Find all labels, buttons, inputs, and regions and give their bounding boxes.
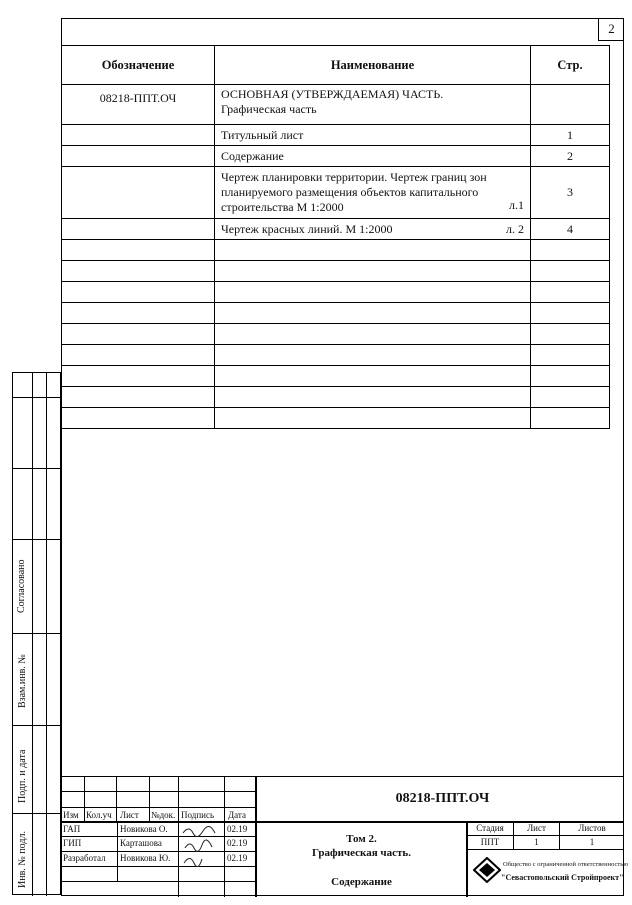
- role-gap: ГАП: [63, 824, 81, 834]
- role-gip: ГИП: [63, 838, 82, 848]
- header-name: Наименование: [215, 46, 531, 85]
- empty-row: [62, 303, 610, 324]
- role-developer: Разработал: [63, 853, 106, 863]
- col-date: Дата: [228, 810, 246, 820]
- signature-scribbles: [181, 823, 223, 867]
- name-gap: Новикова О.: [120, 824, 168, 834]
- empty-row: [62, 324, 610, 345]
- empty-row: [62, 408, 610, 429]
- date-gip: 02.19: [227, 838, 248, 848]
- empty-row: [62, 261, 610, 282]
- row-page: 3: [531, 167, 610, 219]
- sheet-header: Лист: [527, 823, 546, 833]
- empty-row: [62, 240, 610, 261]
- row-code: 08218-ППТ.ОЧ: [62, 85, 215, 125]
- col-signature: Подпись: [181, 810, 215, 820]
- row-name-cell: [215, 85, 531, 125]
- table-row: [62, 85, 610, 125]
- approval-side-strip: [12, 372, 61, 895]
- title-line-3: Содержание: [331, 876, 392, 888]
- table-row: [62, 167, 610, 219]
- company-line-2: "Севастопольский Стройпроект": [501, 873, 624, 882]
- col-ndok: №док.: [151, 810, 176, 820]
- col-izm: Изм: [63, 810, 79, 820]
- row-sheet-ref: л. 2: [506, 222, 524, 236]
- table-header-row: [62, 46, 610, 85]
- stage-header: Стадия: [476, 823, 504, 833]
- row-code: [62, 146, 215, 167]
- sheets-header: Листов: [578, 823, 606, 833]
- table-row: [62, 146, 610, 167]
- company-line-1: Общество с ограниченной ответственностью: [503, 861, 629, 868]
- table-row: [62, 219, 610, 240]
- col-list: Лист: [120, 810, 139, 820]
- sign-date-label: Подп. и дата: [17, 749, 28, 803]
- row-name: Чертеж планировки территории. Чертеж границ зон планируемого размещения объектов капитального строительства М 1:2000: [221, 170, 487, 214]
- sheets-value: 1: [589, 837, 595, 847]
- empty-row: [62, 282, 610, 303]
- row-name: Содержание: [221, 149, 284, 163]
- replace-inv-label: Взам.инв. №: [17, 654, 28, 708]
- row-name-cell: [215, 167, 531, 219]
- agreed-label: Согласовано: [16, 559, 27, 613]
- header-designation: Обозначение: [62, 46, 215, 85]
- row-sheet-ref: л.1: [509, 198, 524, 212]
- row-code: [62, 125, 215, 146]
- inv-orig-label: Инв. № подл.: [17, 831, 28, 888]
- row-name: ОСНОВНАЯ (УТВЕРЖДАЕМАЯ) ЧАСТЬ. Графическая часть: [221, 87, 444, 116]
- contents-table: [61, 45, 610, 429]
- title-block: [61, 776, 629, 896]
- row-code: [62, 219, 215, 240]
- company-logo-icon: [473, 857, 501, 883]
- sheet-value: 1: [534, 837, 539, 847]
- row-name-cell: [215, 125, 531, 146]
- row-name-cell: [215, 146, 531, 167]
- row-page: 2: [531, 146, 610, 167]
- page-number: 2: [598, 18, 624, 41]
- title-line-2: Графическая часть.: [312, 847, 411, 859]
- header-page: Стр.: [531, 46, 610, 85]
- row-code: [62, 167, 215, 219]
- stamp-doc-code: 08218-ППТ.ОЧ: [395, 791, 490, 806]
- empty-row: [62, 366, 610, 387]
- row-name: Чертеж красных линий. М 1:2000: [221, 222, 393, 236]
- date-developer: 02.19: [227, 853, 248, 863]
- row-name: Титульный лист: [221, 128, 304, 142]
- name-developer: Новикова Ю.: [120, 853, 171, 863]
- row-page: 4: [531, 219, 610, 240]
- empty-row: [62, 387, 610, 408]
- col-kolutch: Кол.уч: [86, 810, 112, 820]
- title-line-1: Том 2.: [346, 833, 377, 845]
- table-row: [62, 125, 610, 146]
- row-page: 1: [531, 125, 610, 146]
- row-name-cell: [215, 219, 531, 240]
- date-gap: 02.19: [227, 824, 248, 834]
- stage-value: ППТ: [480, 837, 500, 847]
- name-gip: Карташова: [120, 838, 162, 848]
- row-page: [531, 85, 610, 125]
- empty-row: [62, 345, 610, 366]
